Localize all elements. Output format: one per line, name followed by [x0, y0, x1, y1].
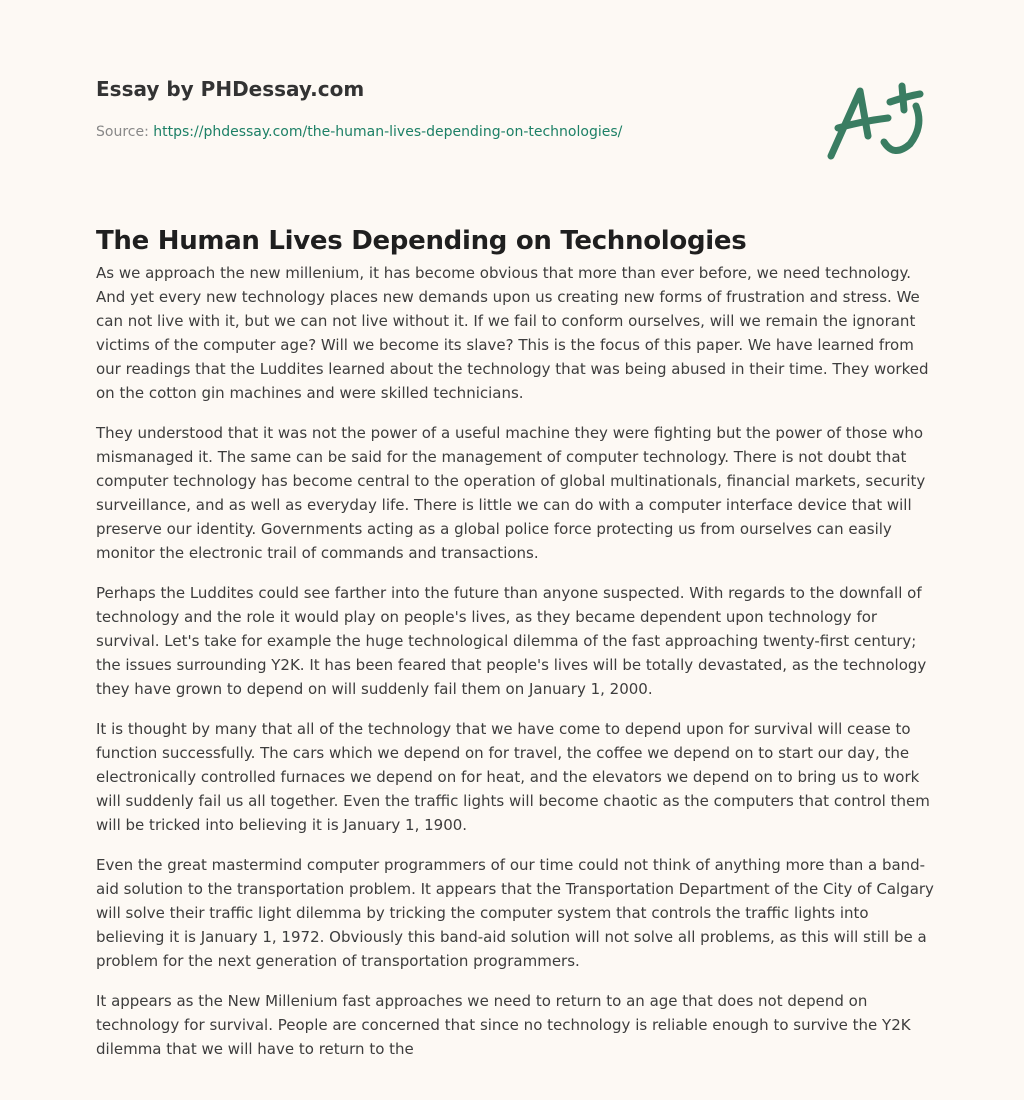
essay-paragraph: Even the great mastermind computer programmers of our time could not think of anything more than a band-aid solution to the transportation problem. It appears that the Transportation Department of the City of Calgary will solve their traffic light dilemma by tricking the computer system that controls the traffic lights into believing it is January 1, 1972. Obviously this band-aid solution will not solve all problems, as this will still be a problem for the next generation of transportation programmers. — [96, 856, 934, 970]
essay-title: The Human Lives Depending on Technologies — [96, 226, 747, 256]
site-brand: Essay by PHDessay.com — [96, 77, 365, 101]
essay-paragraph: They understood that it was not the power of a useful machine they were fighting but the power of those who mismanaged it. The same can be said for the management of computer technology. There is not doubt that computer technology has become central to the operation of global multinationals, financial markets, security surveillance, and as well as everyday life. There is little we can do with a computer interface device that will preserve our identity. Governments acting as a global police force protecting us from ourselves can easily monitor the electronic trail of commands and transactions. — [96, 424, 926, 562]
essay-body — [96, 261, 934, 1077]
essay-paragraph: Perhaps the Luddites could see farther into the future than anyone suspected. With regards to the downfall of technology and the role it would play on people's lives, as they became dependent upon technology for survival. Let's take for example the huge technological dilemma of the fast approaching twenty-first century; the issues surrounding Y2K. It has been feared that people's lives will be totally devastated, as the technology they have grown to depend on will suddenly fail them on January 1, 2000. — [96, 584, 927, 698]
a-plus-logo-icon — [818, 66, 938, 166]
source-label: Source: — [96, 124, 149, 140]
source-line — [96, 124, 622, 140]
essay-paragraph: It is thought by many that all of the technology that we have come to depend upon for survival will cease to function successfully. The cars which we depend on for travel, the coffee we depend on to start our day, the electronically controlled furnaces we depend on for heat, and the elevators we depend on to bring us to work will suddenly fail us all together. Even the traffic lights will become chaotic as the computers that control them will be tricked into believing it is January 1, 1900. — [96, 720, 930, 834]
source-link[interactable]: https://phdessay.com/the-human-lives-depending-on-technologies/ — [153, 124, 623, 140]
essay-paragraph: As we approach the new millenium, it has become obvious that more than ever before, we need technology. And yet every new technology places new demands upon us creating new forms of frustration and stress. We can not live with it, but we can not live without it. If we fail to conform ourselves, will we remain the ignorant victims of the computer age? Will we become its slave? This is the focus of this paper. We have learned from our readings that the Luddites learned about the technology that was being abused in their time. They worked on the cotton gin machines and were skilled technicians. — [96, 264, 929, 402]
essay-paragraph: It appears as the New Millenium fast approaches we need to return to an age that does not depend on technology for survival. People are concerned that since no technology is reliable enough to survive the Y2K dilemma that we will have to return to the — [96, 992, 911, 1058]
